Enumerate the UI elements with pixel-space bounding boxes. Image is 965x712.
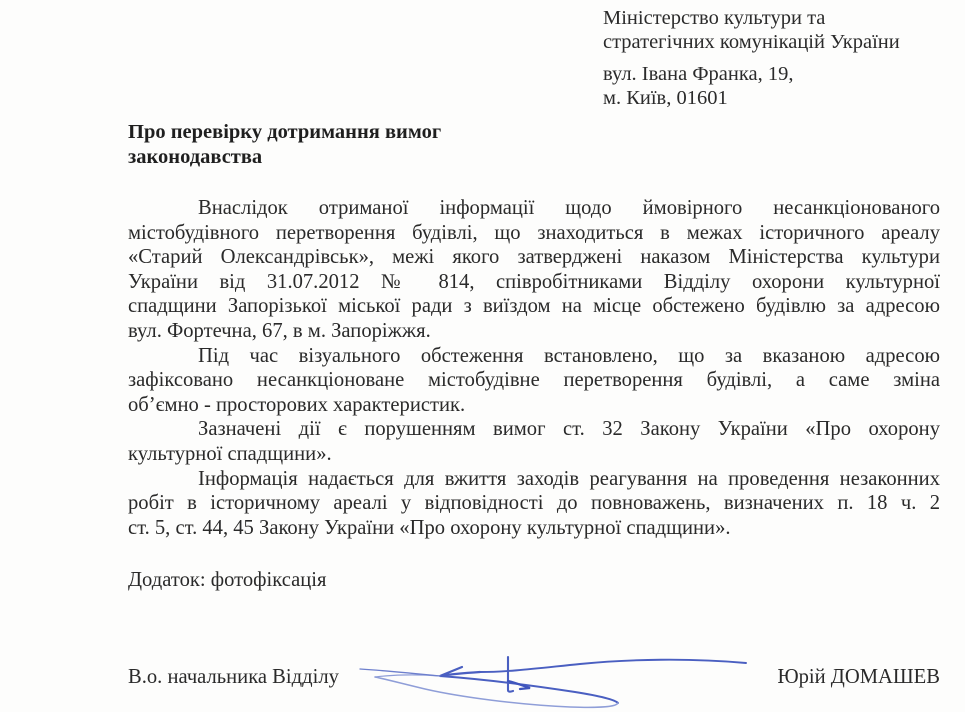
paragraph-line: Зазначені дії є порушенням вимог ст. 32 Закону України «Про охорону [198,418,940,441]
subject-line-2: законодавства [128,146,263,168]
paragraph-line: зафіксовано несанкціоноване містобудівне перетворення будівлі, а саме зміна [128,369,940,392]
paragraph-line: містобудівного перетворення будівлі, що знаходиться в межах історичного ареалу [128,221,940,244]
subject-line-1: Про перевірку дотримання вимог [128,121,442,143]
paragraph-line: Інформація надається для вжиття заходів реагування на проведення незаконних [198,467,940,490]
body-paragraph-1 [128,196,940,344]
paragraph-line: Під час візуального обстеження встановлено, що за вказаною адресою [198,344,940,367]
addressee-org-line-2: стратегічних комунікацій України [603,31,900,53]
signatory-name: Юрій ДОМАШЕВ [777,666,940,688]
document-body [128,196,940,540]
body-paragraph-4 [128,467,940,541]
paragraph-line: культурної спадщини». [128,442,332,465]
paragraph-line: «Старий Олександрівськ», межі якого затверджені наказом Міністерства культури [128,246,940,269]
paragraph-line: Внаслідок отриманої інформації щодо ймовірного несанкціонованого [198,197,940,219]
paragraph-line: об’ємно - просторових характеристик. [128,393,466,416]
addressee-organization [603,6,953,54]
paragraph-line: спадщини Запорізької міської ради з виїздом на місце обстежено будівлю за адресою [128,295,940,318]
paragraph-line: ст. 5, ст. 44, 45 Закону України «Про охорону культурної спадщини». [128,516,731,539]
addressee-address-line-1: вул. Івана Франка, 19, [603,63,794,85]
body-paragraph-3 [128,417,940,466]
signatory-title: В.о. начальника Відділу [128,666,339,688]
document-subject [128,120,548,170]
addressee-address-line-2: м. Київ, 01601 [603,87,728,109]
paragraph-line: робіт в історичному ареалі у відповідності до повноважень, визначених п. 18 ч. 2 [128,492,940,515]
paragraph-line: вул. Фортечна, 67, в м. Запоріжжя. [128,319,431,342]
body-paragraph-2 [128,344,940,418]
addressee-org-line-1: Міністерство культури та [603,7,826,29]
paragraph-line: України від 31.07.2012 № 814, співробітниками Відділу охорони культурної [128,270,940,293]
signature-row [128,664,940,698]
attachment-note: Додаток: фотофіксація [128,569,327,591]
addressee-address [603,62,953,110]
